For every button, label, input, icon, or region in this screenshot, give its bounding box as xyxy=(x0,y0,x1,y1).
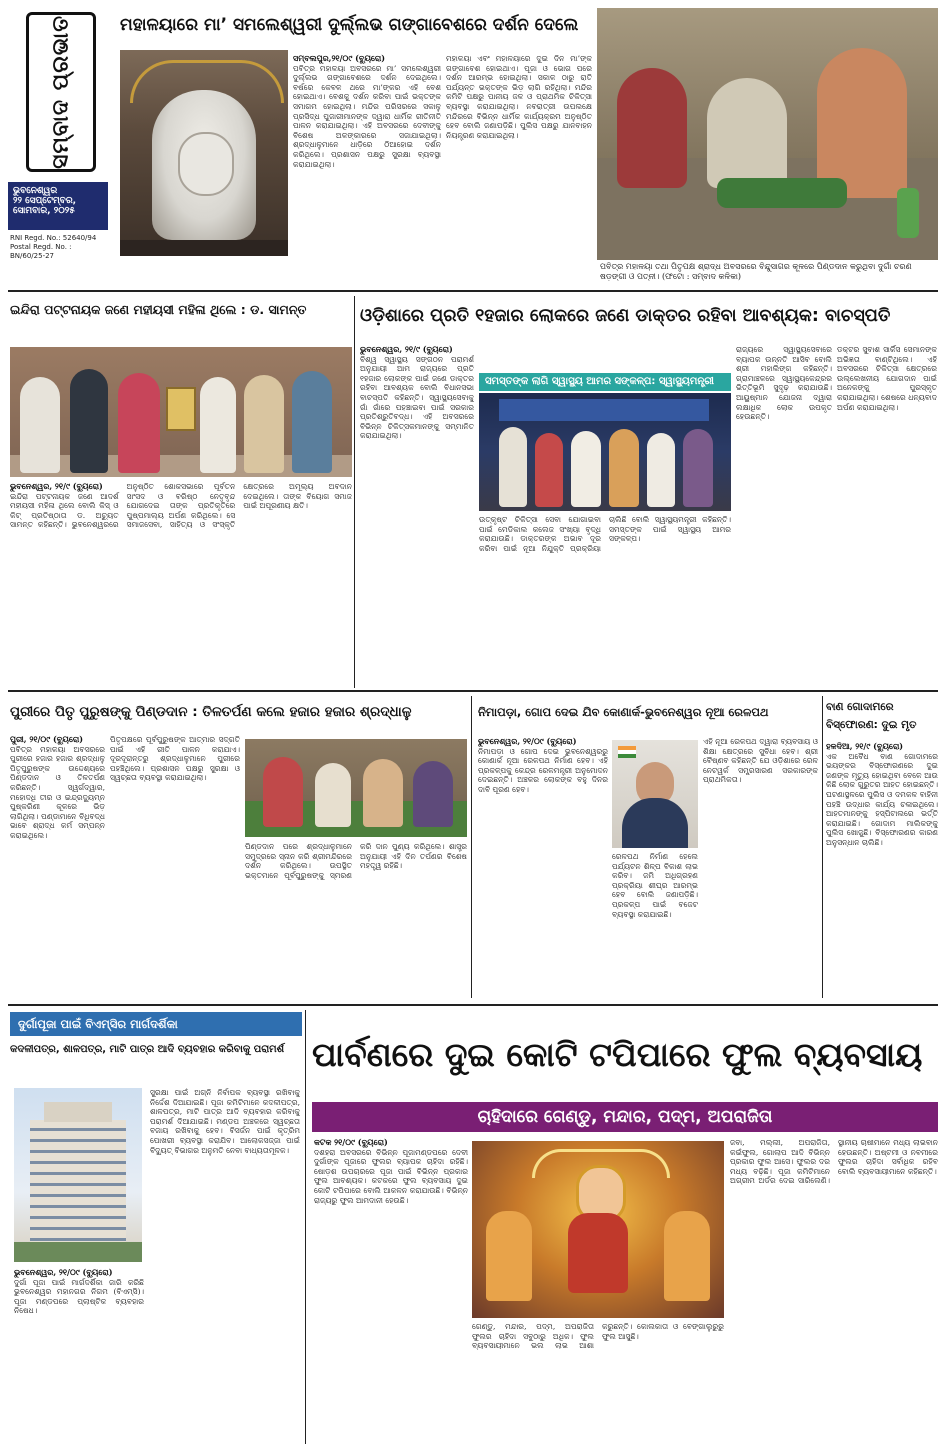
story5-col1: ଭୁବନେଶ୍ୱର, ୨୧/୦୯ (ବ୍ୟୁରୋ) ନିମାପଡ଼ା ଓ ଗୋପ ଦେଇ ଭୁବନେଶ୍ୱରରୁ କୋଣାର୍କ ନୂଆ ରେଳପଥ ନିର୍ମାଣ ହେବ। ଏହି ପ୍ରକଳ୍ପକୁ କେନ୍ଦ୍ର ରେଳମନ୍ତ୍ରୀ ଅନୁମୋଦନ ଦେଇଛନ୍ତି। ଅଞ୍ଚଳର ଲୋକଙ୍କ ବହୁ ଦିନର ଦାବି ପୂରଣ ହେବ। xyxy=(478,737,608,794)
divider-2 xyxy=(8,690,938,692)
goddess-photo xyxy=(120,50,288,256)
postal-number: Postal Regd. No. : xyxy=(10,243,72,251)
story2-body: ଭୁବନେଶ୍ୱର, ୨୧/୯ (ବ୍ୟୁରୋ) ଇନ୍ଦିରା ପଟ୍ଟନାୟକ ଜଣେ ଆଦର୍ଶ ମହୀୟସୀ ମହିଳା ଥିଲେ ବୋଲି କିସ୍ ଓ କିଟ୍ ପ୍ରତିଷ୍ଠାତା ଡ. ଅଚ୍ୟୁତ ସାମନ୍ତ କହିଛନ୍ତି। ଭୁବନେଶ୍ୱରରେ ଅନୁଷ୍ଠିତ ଶୋକସଭାରେ ପୂର୍ବତନ ସାଂସଦ ଓ ବରିଷ୍ଠ ନେତୃବୃନ୍ଦ ଯୋଗଦେଇ ତାଙ୍କ ପ୍ରତିକୃତିରେ ପୁଷ୍ପମାଲ୍ୟ ଅର୍ପଣ କରିଥିଲେ। ସେ ସମାଜସେବା, ସାହିତ୍ୟ ଓ ସଂସ୍କୃତି କ୍ଷେତ୍ରରେ ଅମୂଲ୍ୟ ଅବଦାନ ଦେଇଥିଲେ। ତାଙ୍କ ବିୟୋଗ ସମାଜ ପାଇଁ ଅପୂରଣୀୟ କ୍ଷତି। xyxy=(10,482,352,530)
story8-col1: କଟକ ୨୧/୦୯ (ବ୍ୟୁରୋ) ଦଶହରା ଅବସରରେ ବିଭିନ୍ନ ପୂଜାମଣ୍ଡପରେ ଦେବୀ ଦୁର୍ଗାଙ୍କ ପୂଜାରେ ଫୁଲର ବ୍ୟାପକ ଚାହିଦା ରହିଛି। ଷୋଡ଼ଶ ଉପଚାରରେ ପୂଜା ପାଇଁ ବିଭିନ୍ନ ପ୍ରକାର ଫୁଲ ଆବଶ୍ୟକ। କଟକରେ ଫୁଲ ବ୍ୟବସାୟ ଦୁଇ କୋଟି ଟପିପାରେ ବୋଲି ଆକଳନ କରାଯାଉଛି। ବିଭିନ୍ନ ରାଜ୍ୟରୁ ଫୁଲ ଆମଦାନୀ ହେଉଛି। xyxy=(314,1138,468,1205)
story4-col1: ପୁରୀ, ୨୧/୦୯ (ବ୍ୟୁରୋ) ପବିତ୍ର ମହାଳୟା ଅବସରରେ ପୁରୀରେ ହଜାର ହଜାର ଶ୍ରଦ୍ଧାଳୁ ପିତୃପୁରୁଷଙ୍କ ଉଦ୍ଦେଶ୍ୟରେ ପିଣ୍ଡଦାନ ଓ ତିଳତର୍ପଣ କରିଛନ୍ତି। ସ୍ୱର୍ଗଦ୍ୱାର, ମହୋଦଧି ତୀର ଓ ଇନ୍ଦ୍ରଦ୍ୟୁମ୍ନ ପୁଷ୍କରିଣୀ କୂଳରେ ଭିଡ଼ ଲାଗିଥିଲା। ପଣ୍ଡାମାନେ ବିଧିବଦ୍ଧ ଭାବେ ଶ୍ରାଦ୍ଧ କର୍ମ ସମ୍ପନ୍ନ କରାଇଥିଲେ। xyxy=(10,735,105,840)
railway-minister-photo xyxy=(612,740,698,848)
masthead-date-1: ୨୨ ସେପ୍ଟେମ୍ବର, xyxy=(13,196,77,206)
story4-dateline: ପୁରୀ, ୨୧/୦୯ (ବ୍ୟୁରୋ) xyxy=(10,735,83,744)
masthead-date-2: ସୋମବାର, ୨୦୨୫ xyxy=(13,206,75,216)
masthead-title: ସମ୍ବାଦ ପ୍ରଭାତ xyxy=(26,12,96,172)
story3-col1: ଭୁବନେଶ୍ୱର, ୨୧/୯ (ବ୍ୟୁରୋ) ବିଶ୍ୱ ସ୍ୱାସ୍ଥ୍ୟ ସଙ୍ଗଠନ ପରାମର୍ଶ ଅନୁଯାୟୀ ଆମ ରାଜ୍ୟରେ ପ୍ରତି ୧ହଜାର ଲୋକଙ୍କ ପାଇଁ ଜଣେ ଡାକ୍ତର ରହିବା ଆବଶ୍ୟକ ବୋଲି ବିଧାନସଭା ବାଚସ୍ପତି କହିଛନ୍ତି। ସ୍ୱାସ୍ଥ୍ୟସେବାକୁ ଗାଁ ଗାଁରେ ପହଞ୍ଚାଇବା ପାଇଁ ସରକାର ପ୍ରତିଶ୍ରୁତିବଦ୍ଧ। ଏହି ଅବସରରେ ବିଭିନ୍ନ ଚିକିତ୍ସକମାନଙ୍କୁ ସମ୍ମାନିତ କରାଯାଇଥିଲା। xyxy=(360,345,474,441)
pinda-daan-photo xyxy=(597,8,938,260)
story8-dateline: କଟକ ୨୧/୦୯ (ବ୍ୟୁରୋ) xyxy=(314,1138,388,1147)
story2-dateline: ଭୁବନେଶ୍ୱର, ୨୧/୯ (ବ୍ୟୁରୋ) xyxy=(10,482,103,491)
story7-col2: ସୁରକ୍ଷା ପାଇଁ ଅଗ୍ନି ନିର୍ବାପକ ବ୍ୟବସ୍ଥା ରଖିବାକୁ ନିର୍ଦ୍ଦେଶ ଦିଆଯାଇଛି। ପୂଜା କମିଟିମାନେ କଦଳୀପତ୍ର, ଶାଳପତ୍ର, ମାଟି ପାତ୍ର ଆଦି ବ୍ୟବହାର କରିବାକୁ ପରାମର୍ଶ ଦିଆଯାଇଛି। ମଣ୍ଡପ ଅଞ୍ଚଳରେ ସ୍ୱଚ୍ଛତା ବଜାୟ ରଖିବାକୁ ହେବ। ବିସର୍ଜନ ପାଇଁ କୃତ୍ରିମ ପୋଖରୀ ବ୍ୟବସ୍ଥା କରାଯିବ। ଆଲୋକସଜ୍ଜା ପାଇଁ ବିଦ୍ୟୁତ୍ ବିଭାଗର ଅନୁମତି ନେବା ବାଧ୍ୟତାମୂଳକ। xyxy=(150,1088,300,1155)
story5-col2: ରେଳପଥ ନିର୍ମାଣ ହେଲେ ପର୍ଯ୍ୟଟନ ଶିଳ୍ପ ବିକାଶ ଲାଭ କରିବ। ଜମି ଅଧିଗ୍ରହଣ ପ୍ରକ୍ରିୟା ଶୀଘ୍ର ଆରମ୍ଭ ହେବ ବୋଲି ଜଣାପଡ଼ିଛି। ପ୍ରକଳ୍ପ ପାଇଁ ବଜେଟ ବ୍ୟବସ୍ଥା କରାଯାଇଛି। xyxy=(612,852,698,919)
story2-headline: ଇନ୍ଦିରା ପଟ୍ଟନାୟକ ଜଣେ ମହୀୟସୀ ମହିଳା ଥିଲେ : ଡ. ସାମନ୍ତ xyxy=(10,302,307,317)
story3-dateline: ଭୁବନେଶ୍ୱର, ୨୧/୯ (ବ୍ୟୁରୋ) xyxy=(360,345,453,354)
story3-headline: ଓଡ଼ିଶାରେ ପ୍ରତି ୧ହଜାର ଲୋକରେ ଜଣେ ଡାକ୍ତର ରହିବା ଆବଶ୍ୟକ: ବାଚସ୍ପତି xyxy=(360,306,891,326)
story1-col2: ମହାଳୟା ଏବଂ ମହାଳୟାରେ ଦୁଇ ଦିନ ମା’ଙ୍କ ଗଙ୍ଗାବେଶ ହୋଇଥାଏ। ପୂଜା ଓ ଭୋଗ ପରେ ଦର୍ଶନ ଆରମ୍ଭ ହୋଇଥିଲା। ସକାଳ ଠାରୁ ରାତି ପର୍ଯ୍ୟନ୍ତ ଭକ୍ତଙ୍କ ଭିଡ଼ ଲାଗି ରହିଥିଲା। ମନ୍ଦିର କମିଟି ପକ୍ଷରୁ ପାନୀୟ ଜଳ ଓ ପ୍ରାଥମିକ ଚିକିତ୍ସା ବ୍ୟବସ୍ଥା କରାଯାଇଥିଲା। ନବରାତ୍ରୀ ଉପଲକ୍ଷେ ମନ୍ଦିରରେ ବିଭିନ୍ନ ଧାର୍ମିକ କାର୍ଯ୍ୟକ୍ରମ ଅନୁଷ୍ଠିତ ହେବ ବୋଲି ଜଣାପଡ଼ିଛି। ପୁଲିସ ପକ୍ଷରୁ ଯାନବାହନ ନିୟନ୍ତ୍ରଣ କରାଯାଇଥିଲା। xyxy=(446,54,592,140)
health-event-photo xyxy=(479,393,731,511)
story5-col3: ଏହି ନୂଆ ରେଳପଥ ଦ୍ୱାରା ବ୍ୟବସାୟ ଓ ଶିକ୍ଷା କ୍ଷେତ୍ରରେ ସୁବିଧା ହେବ। ଶ୍ରୀ ବୈଷ୍ଣବ କହିଛନ୍ତି ଯେ ଓଡ଼ିଶାରେ ରେଳ ନେଟୱର୍କ ସମ୍ପ୍ରସାରଣ ସରକାରଙ୍କ ପ୍ରାଥମିକତା। xyxy=(703,737,818,785)
divider-v-2 xyxy=(471,696,472,998)
masthead-date-box xyxy=(8,182,108,230)
story1-col1: ସମ୍ବଲପୁର,୨୧/୦୯ (ବ୍ୟୁରୋ) ପବିତ୍ର ମହାଳୟା ଅବସରରେ ମା’ ସମଲେଶ୍ୱରୀ ଦୁର୍ଲ୍ଲଭ ଗଙ୍ଗାବେଶରେ ଦର୍ଶନ ଦେଇଥିଲେ। ବର୍ଷରେ କେବଳ ଥରେ ମା’ଙ୍କର ଏହି ବେଶ ହୋଇଥାଏ। ବେଶକୁ ଦର୍ଶନ କରିବା ପାଇଁ ଭକ୍ତଙ୍କ ସମାଗମ ହୋଇଥିଲା। ମନ୍ଦିର ପରିସରରେ ସକାଳୁ ପ୍ରସିଦ୍ଧ ପୁଜାରୀମାନଙ୍କ ଦ୍ୱାରା ଧାର୍ମିକ ରୀତିନୀତି ପାଳନ କରାଯାଇଥିଲା। ଏହି ଅବସରରେ ଦେବୀଙ୍କୁ ବିଶେଷ ଅଳଙ୍କାରରେ ସଜାଯାଇଥିଲା। ଶ୍ରଦ୍ଧାଳୁମାନେ ଧାଡ଼ିରେ ଠିଆହୋଇ ଦର୍ଶନ କରିଥିଲେ। ପ୍ରଶାସନ ପକ୍ଷରୁ ସୁରକ୍ଷା ବ୍ୟବସ୍ଥା କରାଯାଇଥିଲା। xyxy=(293,54,441,169)
divider-3 xyxy=(8,1004,938,1006)
story7-dateline: ଭୁବନେଶ୍ୱର, ୨୧/୦୯ (ବ୍ୟୁରୋ) xyxy=(14,1268,113,1277)
bn-number: BN/60/25-27 xyxy=(10,252,55,260)
story6-body: ହଳଦିଆ, ୨୧/୯ (ବ୍ୟୁରୋ) ଏକ ଅବୈଧ ବାଣ ଗୋଦାମରେ ଭୟଙ୍କର ବିସ୍ଫୋରଣରେ ଦୁଇ ଜଣଙ୍କ ମୃତ୍ୟୁ ହୋଇଥିବା ବେଳେ ଆଉ କିଛି ଲୋକ ଗୁରୁତର ଆହତ ହୋଇଛନ୍ତି। ଘଟଣାସ୍ଥଳରେ ପୁଲିସ ଓ ଦମକଳ ବାହିନୀ ପହଞ୍ଚି ଉଦ୍ଧାର କାର୍ଯ୍ୟ ଚଳାଇଥିଲେ। ଆହତମାନଙ୍କୁ ହସ୍ପିଟାଲରେ ଭର୍ତ୍ତି କରାଯାଇଛି। ଗୋଦାମ ମାଲିକଙ୍କୁ ପୁଲିସ ଖୋଜୁଛି। ବିସ୍ଫୋରଣର କାରଣ ଅନୁସନ୍ଧାନ ଚାଲିଛି। xyxy=(826,742,938,847)
story4-col2: ପିତୃପକ୍ଷରେ ପୂର୍ବପୁରୁଷଙ୍କ ଆତ୍ମାର ସଦ୍ଗତି ପାଇଁ ଏହି ରୀତି ପାଳନ କରାଯାଏ। ଦୂରଦୂରାନ୍ତରୁ ଶ୍ରଦ୍ଧାଳୁମାନେ ପୁରୀରେ ପହଞ୍ଚିଥିଲେ। ପ୍ରଶାସନ ପକ୍ଷରୁ ସୁରକ୍ଷା ଓ ସ୍ୱଚ୍ଛତା ବ୍ୟବସ୍ଥା କରାଯାଇଥିଲା। xyxy=(110,735,240,783)
story8-headline: ପାର୍ବଣରେ ଦୁଇ କୋଟି ଟପିପାରେ ଫୁଲ ବ୍ୟବସାୟ xyxy=(312,1035,923,1074)
story3-banner: ସମସ୍ତଙ୍କ ଲାଗି ସ୍ୱାସ୍ଥ୍ୟ ଆମର ସଙ୍କଳ୍ପ: ସ୍ୱାସ୍ଥ୍ୟମନ୍ତ୍ରୀ xyxy=(479,373,731,391)
story6-dateline: ହଳଦିଆ, ୨୧/୯ (ବ୍ୟୁରୋ) xyxy=(826,742,904,751)
story1-photo-caption: ପବିତ୍ର ମହାଳୟା ତଥା ପିତୃପକ୍ଷ ଶ୍ରାଦ୍ଧ ଅବସରରେ ବିନ୍ଦୁସାଗର କୂଳରେ ପିଣ୍ଡଦାନ କରୁଥିବା ଦୁର୍ଗା ଚରଣ ଷଡ଼ଙ୍ଗୀ ଓ ପତ୍ନୀ। (ଫଟୋ : ସମ୍ବାଦ କଳିକା) xyxy=(600,262,912,281)
masthead-regd xyxy=(10,234,108,261)
masthead-place: ଭୁବନେଶ୍ୱର xyxy=(13,186,58,196)
story5-headline: ନିମାପଡ଼ା, ଗୋପ ଦେଇ ଯିବ କୋଣାର୍କ-ଭୁବନେଶ୍ୱର ନୂଆ ରେଳପଥ xyxy=(478,705,769,719)
story5-dateline: ଭୁବନେଶ୍ୱର, ୨୧/୦୯ (ବ୍ୟୁରୋ) xyxy=(478,737,577,746)
story1-headline: ମହାଳୟାରେ ମା’ ସମଲେଶ୍ୱରୀ ଦୁର୍ଲ୍ଲଭ ଗଙ୍ଗାବେଶରେ ଦର୍ଶନ ଦେଲେ xyxy=(120,15,579,35)
divider-v-4 xyxy=(305,1010,306,1444)
story3-col3: ରାଜ୍ୟରେ ସ୍ୱାସ୍ଥ୍ୟସେବାରେ ବ୍ୟାପକ ଉନ୍ନତି ଆସିବ ବୋଲି ଶ୍ରୀ ମହାଲିଙ୍ଗ କହିଛନ୍ତି। ଗ୍ରାମାଞ୍ଚଳରେ ସ୍ୱାସ୍ଥ୍ୟକେନ୍ଦ୍ରର ଭିତ୍ତିଭୂମି ସୁଦୃଢ଼ କରାଯାଉଛି। ଆୟୁଷ୍ମାନ ଯୋଜନା ଦ୍ୱାରା ଲକ୍ଷାଧିକ ଲୋକ ଉପକୃତ ହେଉଛନ୍ତି। xyxy=(736,345,832,422)
story8-col3: ଜବା, ମଲ୍ଲୀ, ଅପରାଜିତା, କଇଁଫୁଲ, ଗୋଲାପ ଆଦି ବିଭିନ୍ନ ପ୍ରକାର ଫୁଲ ଆସେ। ଫୁଲର ଦର ମଧ୍ୟ ବଢ଼ିଛି। ପୂଜା କମିଟିମାନେ ଅଗ୍ରୀମ ଅର୍ଡର ଦେଇ ସାରିଲେଣି। ସ୍ଥାନୀୟ ଚାଷୀମାନେ ମଧ୍ୟ ଲାଭବାନ ହେଉଛନ୍ତି। ଅଷ୍ଟମୀ ଓ ନବମୀରେ ଫୁଲର ଚାହିଦା ସର୍ବାଧିକ ରହିବ ବୋଲି ବ୍ୟବସାୟୀମାନେ କହିଛନ୍ତି। xyxy=(730,1138,938,1186)
story7-headline: କଦଳୀପତ୍ର, ଶାଳପତ୍ର, ମାଟି ପାତ୍ର ଆଦି ବ୍ୟବହାର କରିବାକୁ ପରାମର୍ଶ xyxy=(10,1044,285,1055)
rni-number: RNI Regd. No.: 52640/94 xyxy=(10,234,97,242)
story3-col4: ଡକ୍ଟର ସୁବାଶ ସାର୍କିସ ସେମାନଙ୍କ ଅଭିଜ୍ଞତା ବାଣ୍ଟିଥିଲେ। ଏହି ଅବସରରେ ଚିକିତ୍ସା କ୍ଷେତ୍ରରେ ଉଲ୍ଲେଖନୀୟ ଯୋଗଦାନ ପାଇଁ ଅନେକଙ୍କୁ ପୁରସ୍କୃତ କରାଯାଇଥିଲା। ଶେଷରେ ଧନ୍ୟବାଦ ଅର୍ପଣ କରାଯାଇଥିଲା। xyxy=(837,345,937,412)
story8-col2: ଗେଣ୍ଡୁ, ମନ୍ଦାର, ପଦ୍ମ, ଅପରାଜିତା ଫୁଲର ଚାହିଦା ସବୁଠାରୁ ଅଧିକ। ଫୁଲ ବ୍ୟବସାୟୀମାନେ ଭଲ ଲାଭ ଆଶା କରୁଛନ୍ତି। କୋଲକାତା ଓ ବେଙ୍ଗାଲୁରୁରୁ ଫୁଲ ଆସୁଛି। xyxy=(472,1322,724,1351)
story7-body: ଭୁବନେଶ୍ୱର, ୨୧/୦୯ (ବ୍ୟୁରୋ) ଦୁର୍ଗା ପୂଜା ପାଇଁ ମାର୍ଗଦର୍ଶିକା ଜାରି କରିଛି ଭୁବନେଶ୍ୱର ମହାନଗର ନିଗମ (ବିଏମ୍‌ସି)। ପୂଜା ମଣ୍ଡପରେ ପ୍ଲାଷ୍ଟିକ ବ୍ୟବହାର ନିଷେଧ। xyxy=(14,1268,144,1316)
story8-banner: ଚାହିଦାରେ ଗେଣ୍ଡୁ, ମନ୍ଦାର, ପଦ୍ମ, ଅପରାଜିତା xyxy=(312,1102,938,1132)
story1-dateline: ସମ୍ବଲପୁର,୨୧/୦୯ (ବ୍ୟୁରୋ) xyxy=(293,54,386,63)
story4-headline: ପୁରୀରେ ପିତୃ ପୁରୁଷଙ୍କୁ ପିଣ୍ଡଦାନ : ତିଳତର୍ପଣ କଲେ ହଜାର ହଜାର ଶ୍ରଦ୍ଧାଳୁ xyxy=(10,704,412,720)
masthead xyxy=(8,6,108,268)
bmc-building-photo xyxy=(14,1088,142,1262)
durga-idol-photo xyxy=(472,1141,724,1318)
story4-col3: ପିଣ୍ଡଦାନ ପରେ ଶ୍ରଦ୍ଧାଳୁମାନେ ସମୁଦ୍ରରେ ସ୍ନାନ କରି ଶ୍ରୀମନ୍ଦିରରେ ଦର୍ଶନ କରିଥିଲେ। ଉପସ୍ଥିତ ଭକ୍ତମାନେ ପୂର୍ବପୁରୁଷଙ୍କୁ ସ୍ମରଣ କରି ଦାନ ପୁଣ୍ୟ କରିଥିଲେ। ଶାସ୍ତ୍ର ଅନୁଯାୟୀ ଏହି ଦିନ ତର୍ପଣର ବିଶେଷ ମହତ୍ତ୍ୱ ରହିଛି। xyxy=(245,842,467,880)
divider-1 xyxy=(8,290,938,292)
story3-col2: ଉତ୍କୃଷ୍ଟ ଚିକିତ୍ସା ସେବା ଯୋଗାଇବା ପାଇଁ ମେଡିକାଲ କଲେଜ ସଂଖ୍ୟା ବୃଦ୍ଧି କରାଯାଉଛି। ଡାକ୍ତରଙ୍କ ଅଭାବ ଦୂର କରିବା ପାଇଁ ନୂଆ ନିଯୁକ୍ତି ପ୍ରକ୍ରିୟା ଚାଲିଛି ବୋଲି ସ୍ୱାସ୍ଥ୍ୟମନ୍ତ୍ରୀ କହିଛନ୍ତି। ସମସ୍ତଙ୍କ ପାଇଁ ସ୍ୱାସ୍ଥ୍ୟ ଆମର ସଙ୍କଳ୍ପ। xyxy=(479,515,731,553)
story7-banner: ଦୁର୍ଗାପୂଜା ପାଇଁ ବିଏମ୍‌ସିର ମାର୍ଗଦର୍ଶିକା xyxy=(10,1012,302,1036)
story6-headline: ବାଣ ଗୋଦାମରେ ବିସ୍ଫୋରଣ: ଦୁଇ ମୃତ xyxy=(826,701,917,731)
tribute-group-photo xyxy=(10,347,352,477)
divider-v-1 xyxy=(354,296,355,688)
puri-ritual-photo xyxy=(245,739,467,837)
divider-v-3 xyxy=(822,696,823,998)
